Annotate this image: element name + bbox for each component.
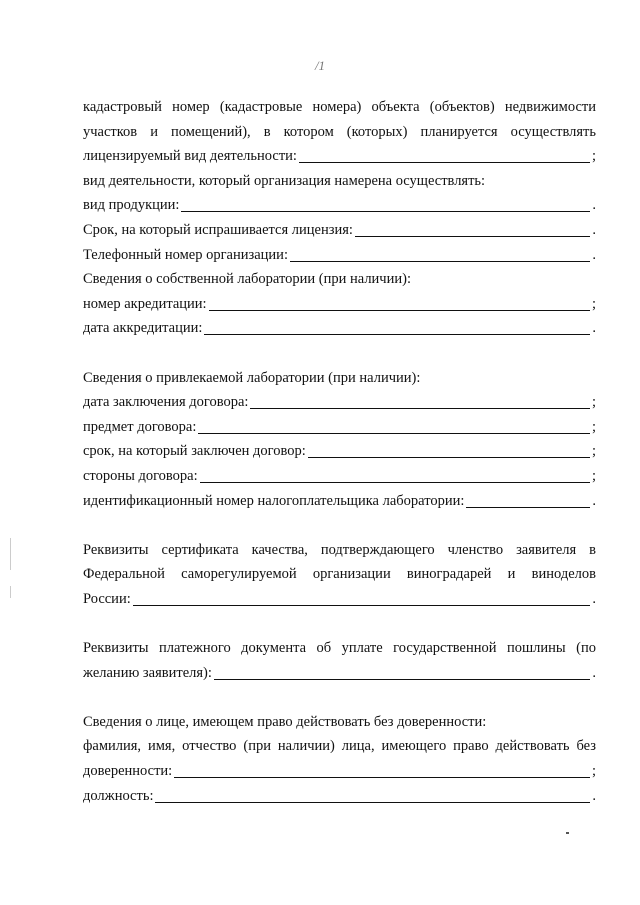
- section-gap: [83, 341, 596, 366]
- section-gap: [83, 685, 596, 710]
- payment-text-line-1: Реквизиты платежного документа об уплате государственной пошлины (по: [83, 640, 596, 657]
- contract-subject-field: [83, 415, 596, 440]
- cadastral-text-line-1: кадастровый номер (кадастровые номера) объекта (объектов) недвижимости: [83, 99, 596, 115]
- phone-field: [83, 243, 596, 268]
- contract-date-blank[interactable]: [250, 407, 590, 409]
- person-name-label: доверенности:: [83, 763, 173, 780]
- person-name-punct: ;: [591, 763, 596, 780]
- scan-margin-mark: [10, 586, 11, 598]
- accreditation-number-blank[interactable]: [209, 309, 590, 311]
- payment-label: желанию заявителя):: [83, 664, 212, 681]
- person-name-text-line: фамилия, имя, отчество (при наличии) лица, имеющего право действовать без: [83, 738, 596, 755]
- position-label: должность:: [83, 787, 154, 804]
- license-term-field: [83, 218, 596, 243]
- contract-date-punct: ;: [591, 394, 596, 411]
- section-gap: [83, 611, 596, 636]
- phone-blank[interactable]: [290, 260, 590, 262]
- license-term-punct: .: [592, 221, 596, 238]
- position-punct: .: [592, 787, 596, 804]
- product-type-punct: .: [592, 197, 596, 214]
- accreditation-date-field: [83, 316, 596, 341]
- payment-punct: .: [592, 664, 596, 681]
- accreditation-number-field: [83, 292, 596, 317]
- product-type-label: вид продукции:: [83, 197, 180, 214]
- license-term-label: Срок, на который испрашивается лицензия:: [83, 221, 353, 238]
- phone-label: Телефонный номер организации:: [83, 246, 288, 263]
- certificate-label: России:: [83, 590, 131, 607]
- contract-parties-punct: ;: [591, 467, 596, 484]
- contract-term-label: срок, на который заключен договор:: [83, 443, 306, 460]
- person-name-blank[interactable]: [174, 776, 590, 778]
- contract-date-field: [83, 390, 596, 415]
- licensed-activity-punct: ;: [591, 148, 596, 165]
- section-gap: [83, 513, 596, 538]
- accreditation-date-punct: .: [592, 320, 596, 337]
- product-type-field: [83, 193, 596, 218]
- certificate-text-line-2: Федеральной саморегулируемой организации виноградарей и виноделов: [83, 566, 596, 583]
- licensed-activity-label: лицензируемый вид деятельности:: [83, 148, 297, 165]
- product-type-blank[interactable]: [181, 210, 590, 212]
- contract-parties-blank[interactable]: [200, 481, 590, 483]
- accreditation-number-punct: ;: [591, 295, 596, 312]
- license-term-blank[interactable]: [355, 235, 590, 237]
- activity-intent-text: вид деятельности, который организация намерена осуществлять:: [83, 172, 486, 189]
- contract-subject-blank[interactable]: [198, 432, 590, 434]
- lab-inn-label: идентификационный номер налогоплательщика лаборатории:: [83, 492, 465, 509]
- form-body: [83, 95, 596, 808]
- position-field: [83, 784, 596, 809]
- accreditation-date-blank[interactable]: [204, 333, 590, 335]
- contract-subject-label: предмет договора:: [83, 418, 197, 435]
- licensed-activity-blank[interactable]: [299, 161, 590, 163]
- person-name-field: [83, 759, 596, 784]
- contract-parties-label: стороны договора:: [83, 467, 198, 484]
- licensed-activity-field: [83, 144, 596, 169]
- lab-inn-field: [83, 489, 596, 514]
- contract-term-blank[interactable]: [308, 456, 590, 458]
- scan-margin-mark: [10, 538, 11, 570]
- hired-lab-heading: Сведения о привлекаемой лаборатории (при наличии):: [83, 369, 421, 386]
- position-blank[interactable]: [155, 801, 590, 803]
- payment-blank[interactable]: [214, 678, 590, 680]
- contract-date-label: дата заключения договора:: [83, 394, 249, 411]
- page-number: /1: [314, 58, 326, 73]
- accreditation-number-label: номер акредитации:: [83, 295, 207, 312]
- certificate-text-line-1: Реквизиты сертификата качества, подтверждающего членство заявителя в: [83, 541, 596, 558]
- contract-subject-punct: ;: [591, 418, 596, 435]
- payment-field: [83, 661, 596, 686]
- lab-inn-blank[interactable]: [466, 506, 590, 508]
- person-heading: Сведения о лице, имеющем право действовать без доверенности:: [83, 713, 487, 730]
- certificate-punct: .: [592, 590, 596, 607]
- certificate-blank[interactable]: [133, 604, 591, 606]
- cadastral-text-line-2: участков и помещений), в котором (которых) планируется осуществлять: [83, 123, 596, 140]
- phone-punct: .: [592, 246, 596, 263]
- contract-parties-field: [83, 464, 596, 489]
- accreditation-date-label: дата аккредитации:: [83, 320, 203, 337]
- certificate-field: [83, 587, 596, 612]
- contract-term-field: [83, 439, 596, 464]
- contract-term-punct: ;: [591, 443, 596, 460]
- lab-inn-punct: .: [592, 492, 596, 509]
- own-lab-heading: Сведения о собственной лаборатории (при наличии):: [83, 271, 411, 288]
- scan-dot-mark: [566, 832, 569, 834]
